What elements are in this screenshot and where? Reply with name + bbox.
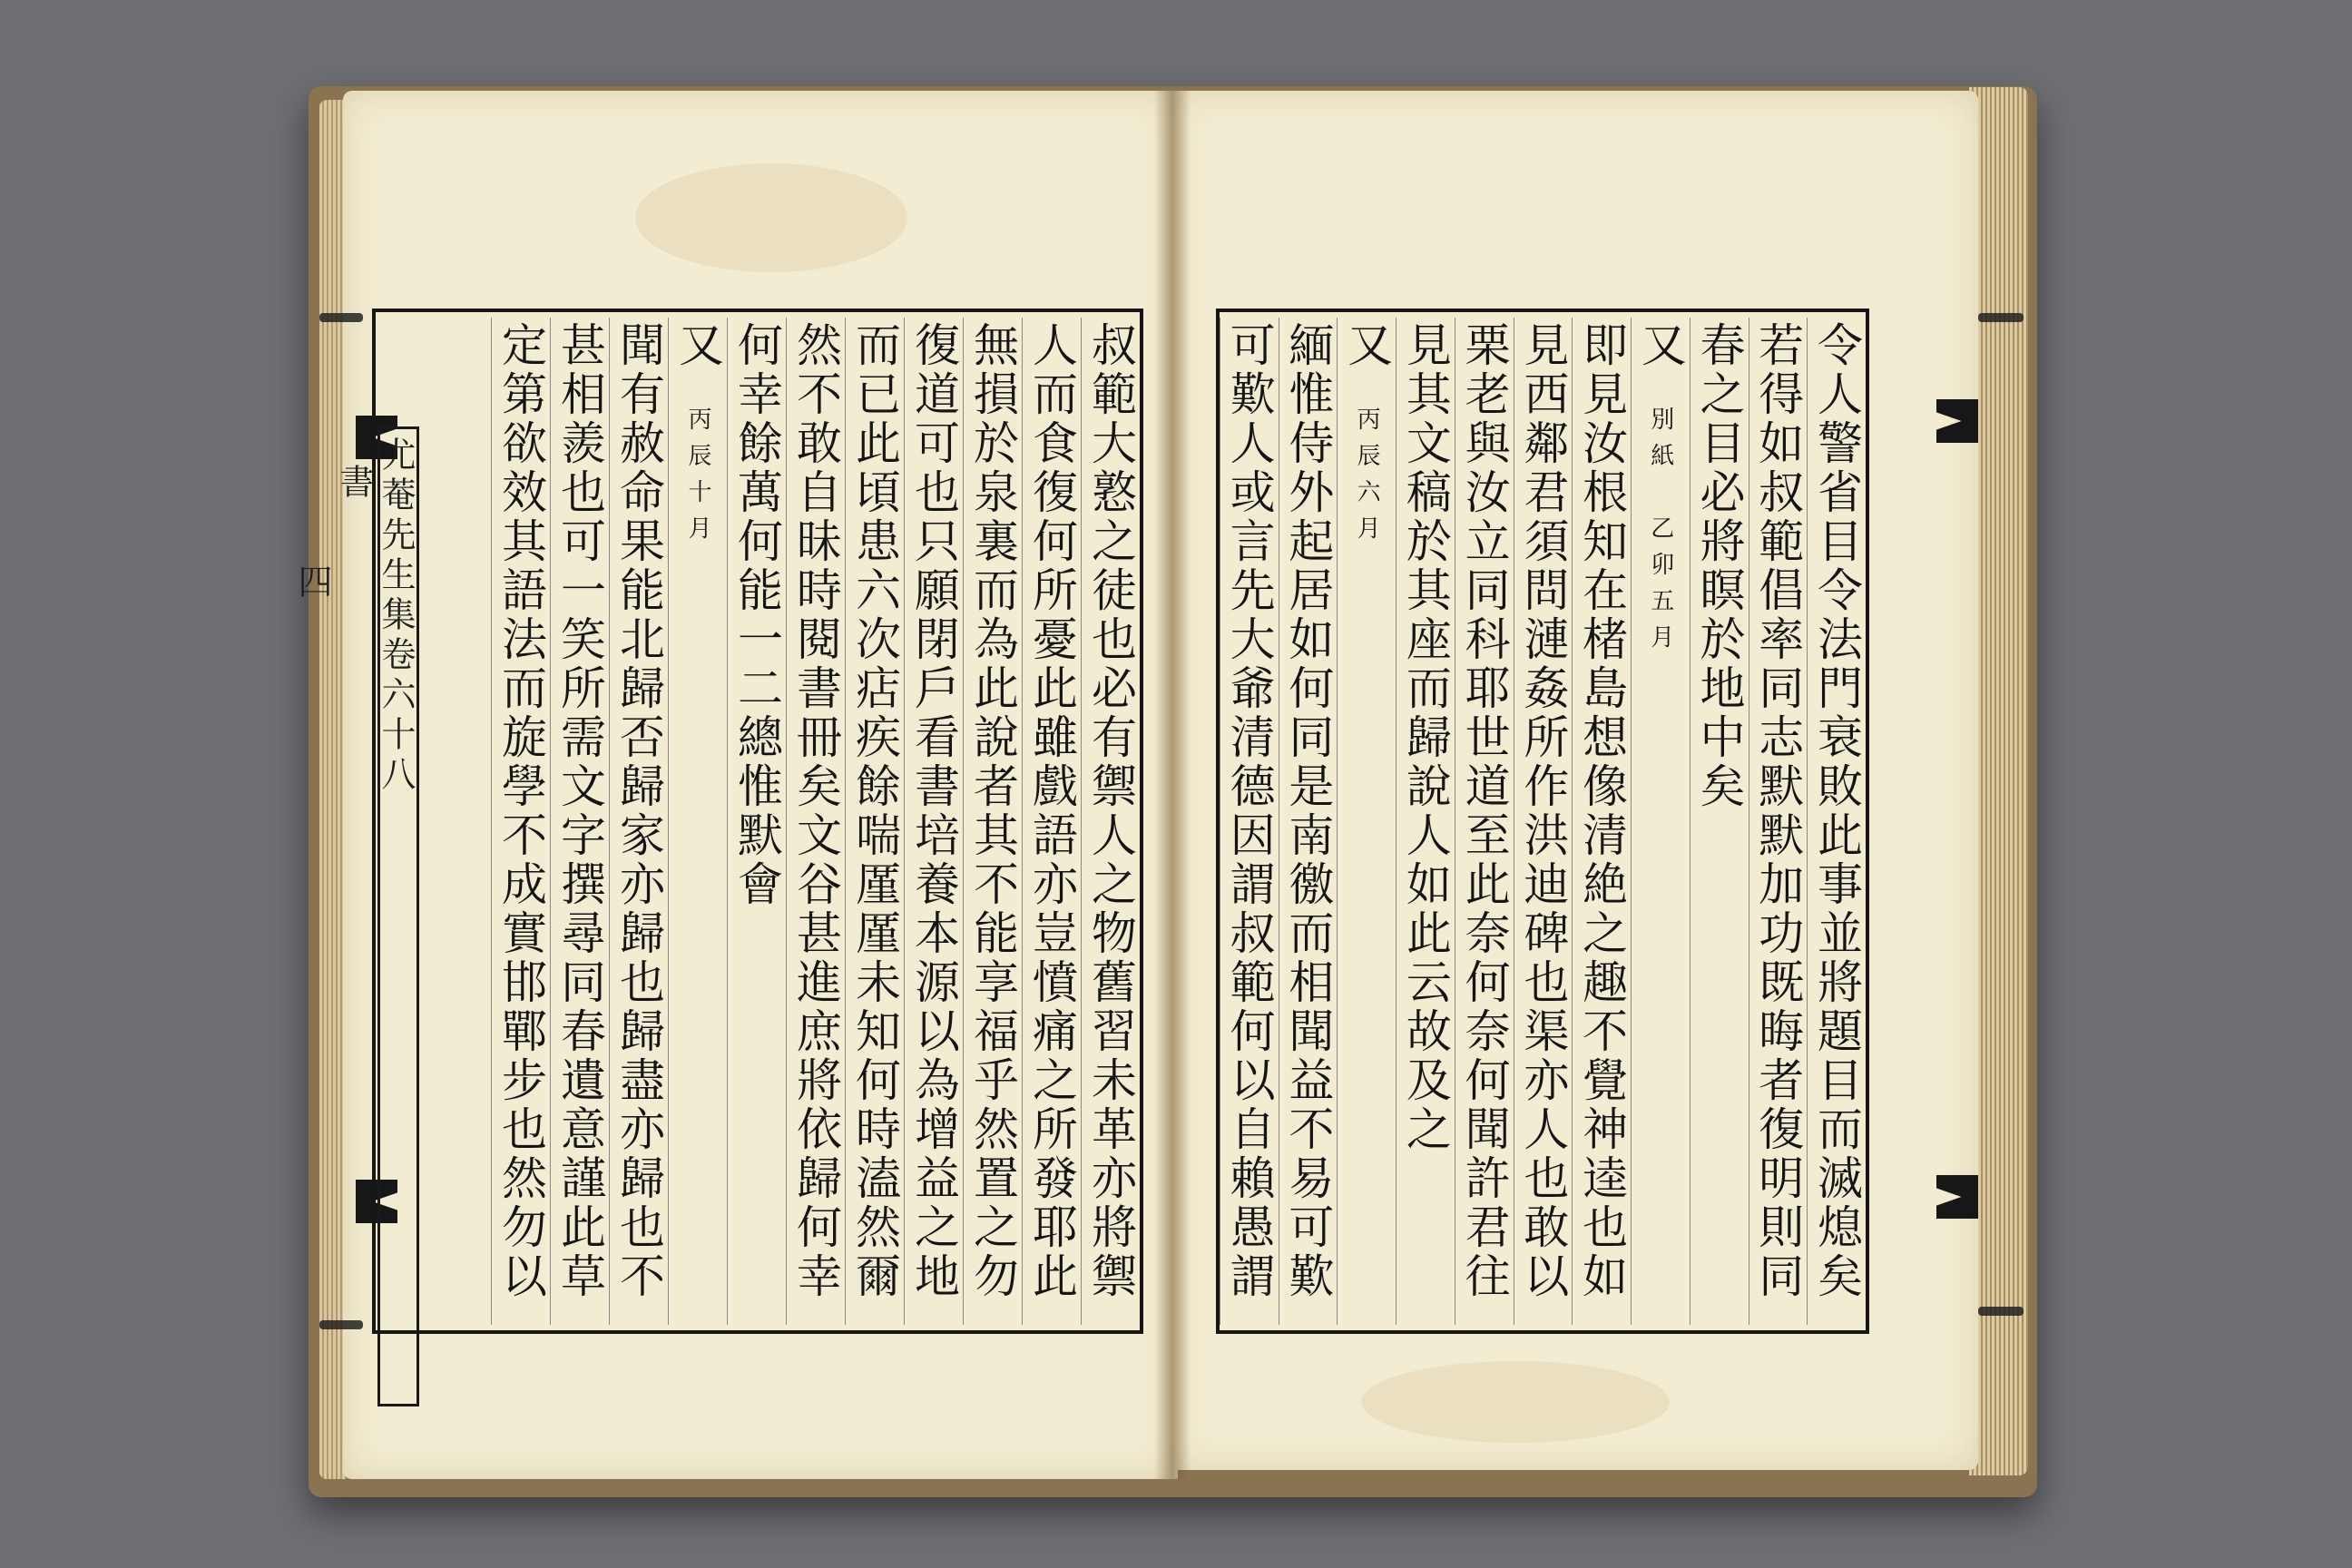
text-column [786, 318, 845, 1325]
text-column [1396, 318, 1455, 1325]
text-column [963, 318, 1022, 1325]
right-text-columns [1220, 318, 1866, 1325]
text-column [904, 318, 963, 1325]
right-text-frame [1216, 309, 1869, 1334]
column-text: 見西鄰君須問漣姦所作洪迪碑也渠亦人也敢以 [1516, 321, 1570, 1301]
text-column [1572, 318, 1631, 1325]
text-column [1279, 318, 1338, 1325]
text-column [727, 318, 786, 1325]
text-column [1690, 318, 1749, 1325]
text-column [609, 318, 668, 1325]
binding-thread [1978, 1307, 2024, 1316]
column-text: 栗老與汝立同科耶世道至此奈何奈何聞許君往 [1457, 321, 1511, 1301]
column-text: 無損於泉裏而為此說者其不能享福乎然置之勿 [966, 321, 1019, 1301]
text-column [550, 318, 609, 1325]
text-column [1022, 318, 1081, 1325]
paper-stain [635, 163, 907, 272]
page-number: 四 [292, 564, 332, 603]
column-text: 又 [1340, 321, 1394, 370]
paper-stain [1361, 1361, 1670, 1443]
column-text: 定第欲效其語法而旋學不成實邯鄲步也然勿以 [495, 321, 547, 1301]
column-text: 可歎人或言先大爺清德因謂叔範何以自賴愚謂 [1222, 321, 1276, 1301]
collection-title: 尤菴先生集卷六十八 [376, 436, 416, 796]
column-text: 人而食復何所憂此雖戲語亦豈憤痛之所發耶此 [1025, 321, 1078, 1301]
text-column [1749, 318, 1808, 1325]
column-text: 叔範大憝之徒也必有禦人之物舊習未革亦將禦 [1084, 321, 1137, 1301]
date-note: 丙辰六月 [1353, 407, 1381, 552]
column-text: 而已此頃患六次痁疾餘喘厪厪未知何時溘然爾 [848, 321, 901, 1301]
text-column [1631, 318, 1690, 1325]
column-text: 見其文稿於其座而歸說人如此云故及之 [1398, 321, 1452, 1154]
column-text: 令人警省目令法門衰敗此事並將題目而滅熄矣 [1810, 321, 1863, 1301]
text-column [1337, 318, 1396, 1325]
text-column [668, 318, 727, 1325]
column-text: 即見汝根知在楮島想像清絶之趣不覺神逵也如 [1575, 321, 1629, 1301]
column-text: 又 [1633, 321, 1687, 370]
column-text: 然不敢自昧時閱書冊矣文谷甚進庶將依歸何幸 [789, 321, 842, 1301]
text-column [1220, 318, 1279, 1325]
binding-thread [319, 313, 363, 322]
text-column [1807, 318, 1866, 1325]
column-text: 緬惟侍外起居如何同是南徼而相聞益不易可歎 [1281, 321, 1335, 1301]
text-column [1514, 318, 1573, 1325]
column-text: 若得如叔範倡率同志默默加功既晦者復明則同 [1751, 321, 1805, 1301]
column-text: 何幸餘萬何能一二總惟默會 [730, 321, 783, 909]
left-text-columns [376, 318, 1140, 1325]
text-column [1081, 318, 1140, 1325]
text-column [845, 318, 904, 1325]
column-text: 又 [671, 321, 724, 370]
text-column [1455, 318, 1514, 1325]
left-text-frame [372, 309, 1143, 1334]
book-gutter [1154, 91, 1191, 1479]
column-text: 春之目必將瞑於地中矣 [1692, 321, 1746, 811]
section-label: 書 [334, 464, 374, 504]
column-text: 復道可也只願閉戶看書培養本源以為增益之地 [907, 321, 960, 1301]
column-text: 甚相羨也可一笑所需文字撰尋同春遺意謹此草 [554, 321, 606, 1301]
date-note: 丙辰十月 [684, 407, 711, 552]
text-column [491, 318, 550, 1325]
date-note: 別紙 乙卯五月 [1646, 407, 1674, 661]
binding-thread [1978, 313, 2024, 322]
column-text: 聞有赦命果能北歸否歸家亦歸也歸盡亦歸也不 [612, 321, 665, 1301]
